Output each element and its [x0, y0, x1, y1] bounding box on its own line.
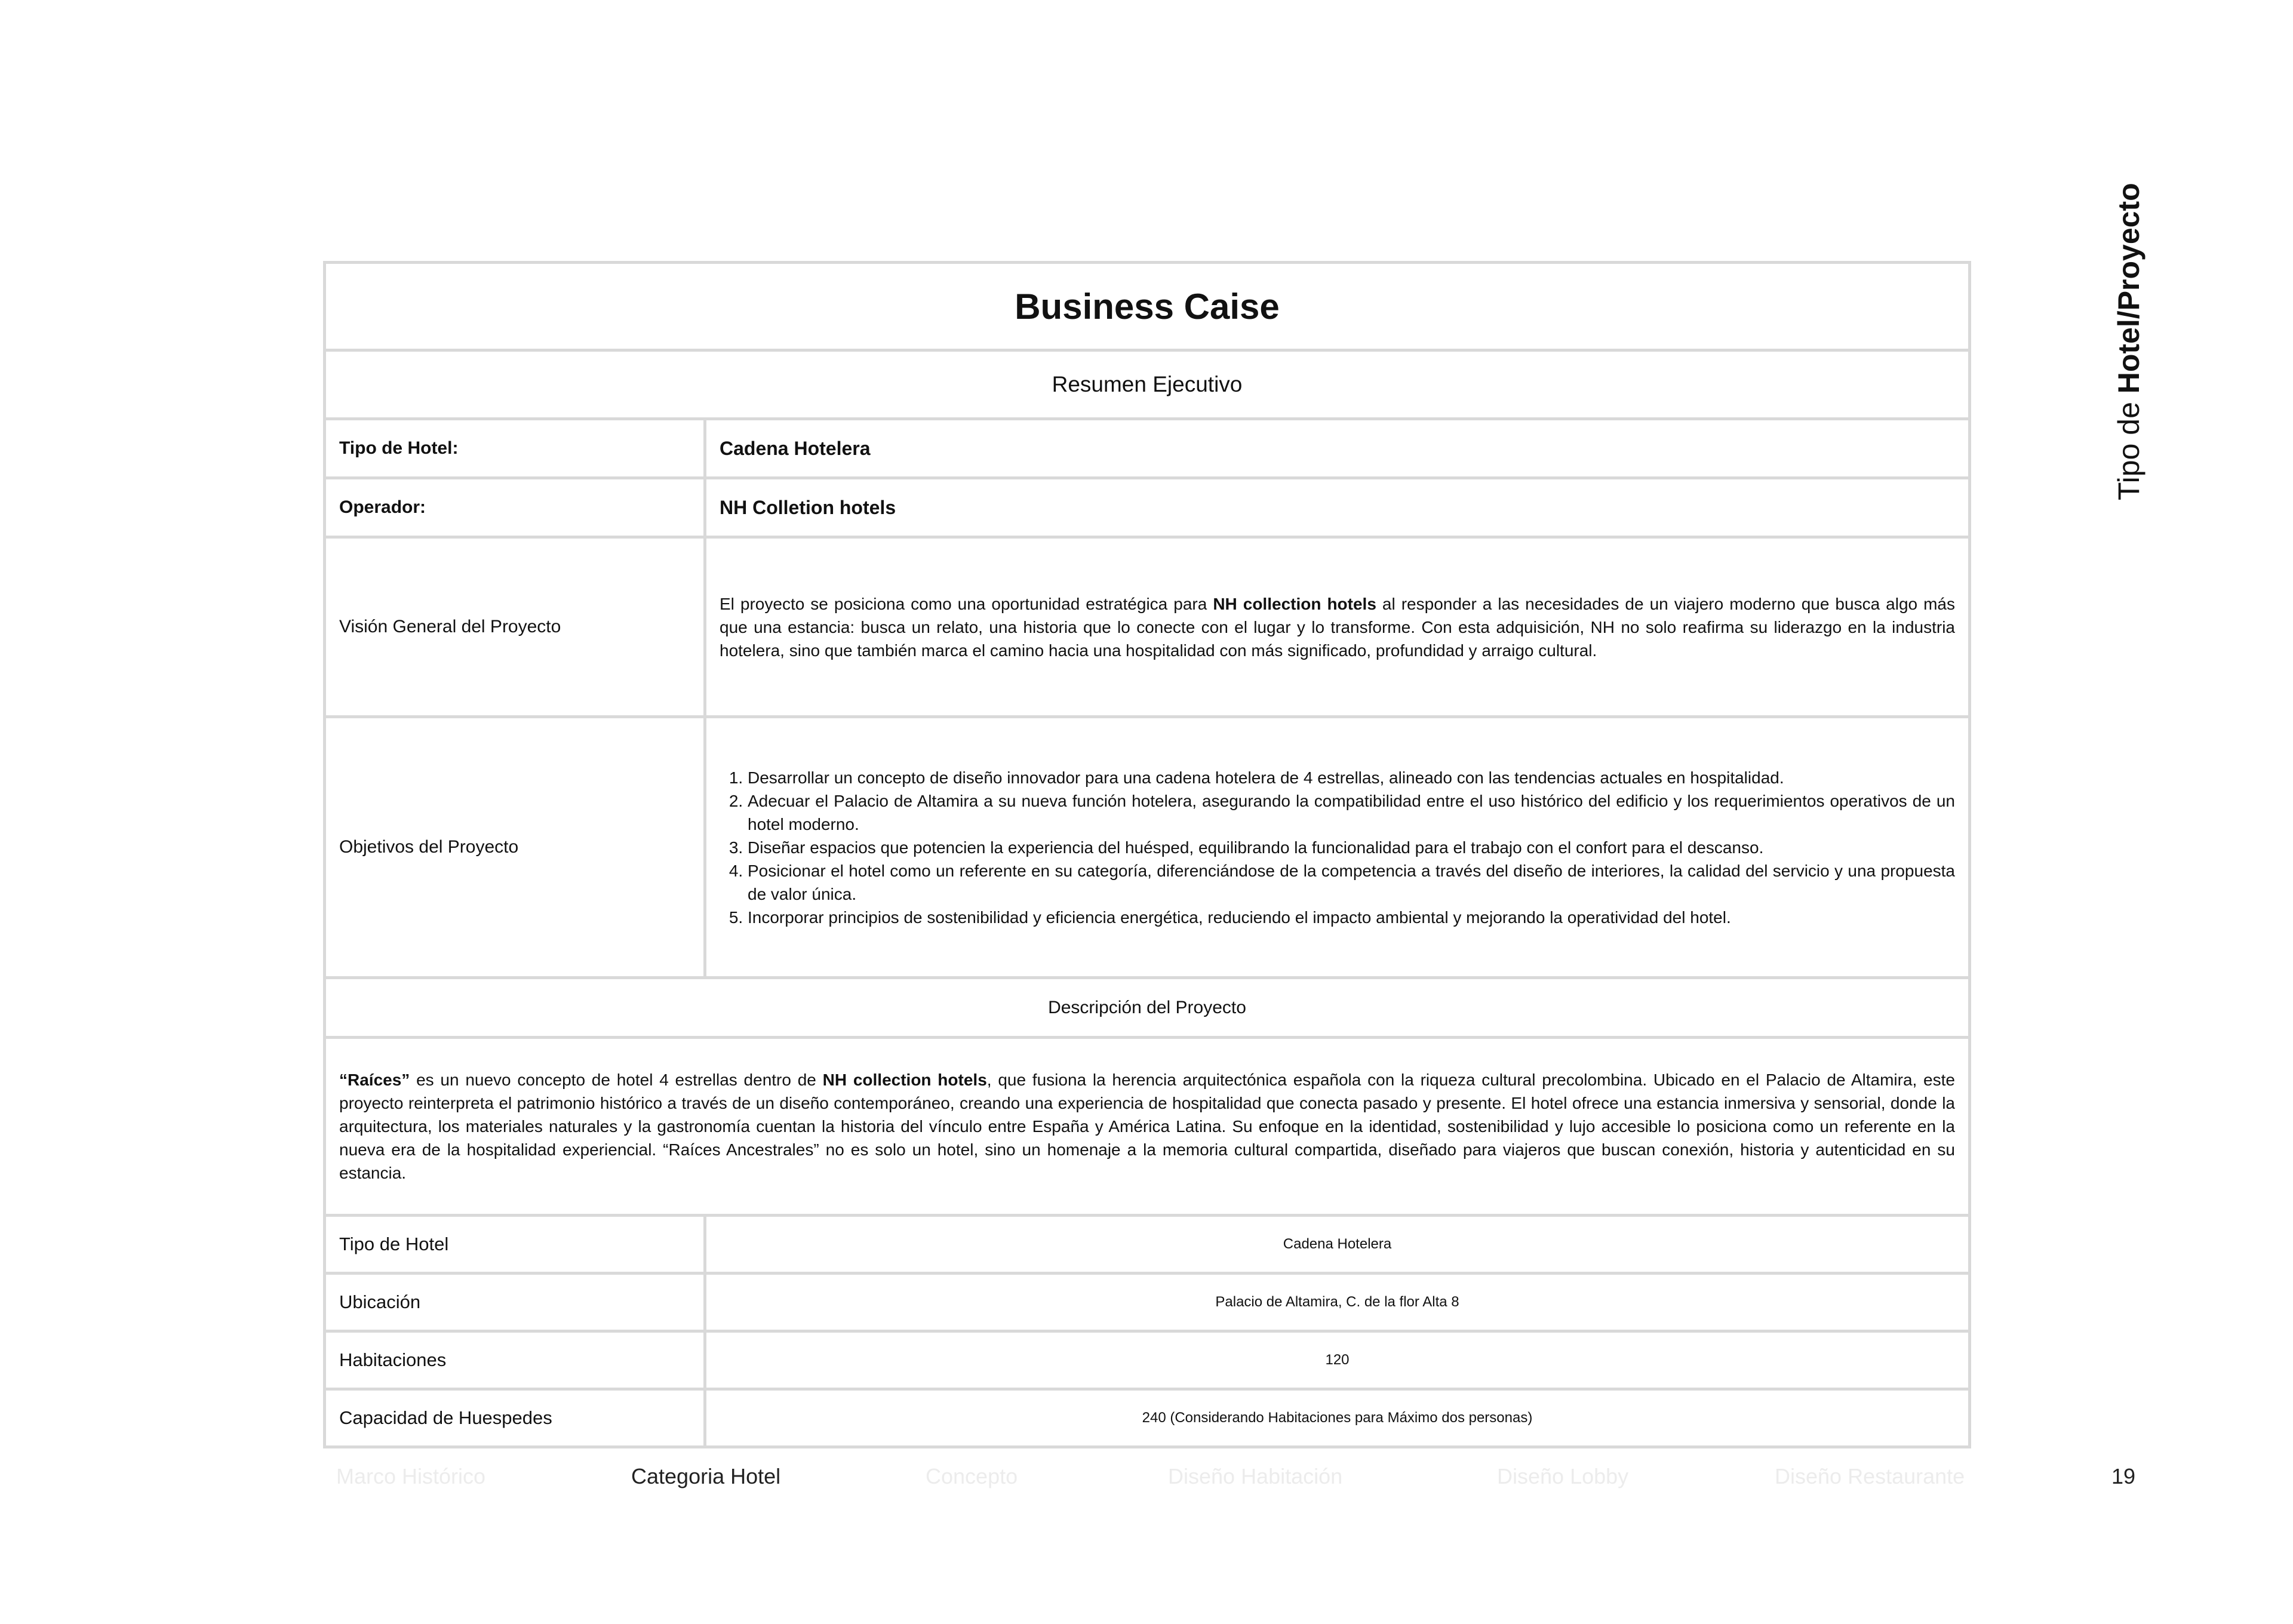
descripcion-text-part2: , que fusiona la herencia arquitectónica española con la riqueza cultural precolombina. Ubicado en el Palacio de Altamira, este proyecto reinterpreta el patrimonio histórico a través de un diseño contemporáneo, creando una experiencia de hospitalidad que conecta pasado y presente. El hotel ofrece una estancia inmersiva y sensorial, donde la arquitectura, los materiales naturales y la gastronomía cuentan la historia del vínculo entre España y América Latina. Su enfoque en la identidad, sostenibilidad y lujo accesible lo posiciona como un referente en la nueva era de la hospitalidad experiencial. “Raíces Ancestrales” no es solo un hotel, sino un homenaje a la memoria cultural compartida, diseñado para viajeros que buscan conexión, historia y autenticidad en su estancia.: [339, 1071, 1955, 1182]
detail-value-habitaciones: 120: [705, 1331, 1970, 1389]
list-item: 2. Adecuar el Palacio de Altamira a su nueva función hotelera, asegurando la compatibilidad entre el uso histórico del edificio y los requerimientos operativos de un hotel moderno.: [748, 789, 1955, 836]
nav-concepto[interactable]: Concepto: [926, 1464, 1018, 1488]
vision-text: [705, 537, 1970, 717]
detail-label-tipo: Tipo de Hotel: [325, 1216, 705, 1274]
vision-brand: NH collection hotels: [1213, 594, 1376, 613]
page-number: 19: [2111, 1464, 2136, 1488]
nav-marco-historico[interactable]: Marco Histórico: [336, 1464, 486, 1488]
nav-diseno-restaurante[interactable]: Diseño Restaurante: [1775, 1464, 1965, 1488]
table-title: Business Caise: [325, 263, 1970, 350]
business-case-table: [323, 261, 1971, 1448]
objetivos-list: [720, 766, 1955, 929]
table-row: [325, 1274, 1970, 1331]
detail-value-ubicacion: Palacio de Altamira, C. de la flor Alta 8: [705, 1274, 1970, 1331]
list-item: 3. Diseñar espacios que potencien la experiencia del huésped, equilibrando la funcionalidad para el trabajo con el confort para el descanso.: [748, 836, 1955, 859]
objetivos-label: Objetivos del Proyecto: [325, 717, 705, 978]
descripcion-text: [325, 1038, 1970, 1216]
nav-categoria-hotel[interactable]: Categoria Hotel: [631, 1464, 781, 1488]
detail-label-habitaciones: Habitaciones: [325, 1331, 705, 1389]
operador-value: NH Colletion hotels: [705, 478, 1970, 537]
descripcion-header: Descripción del Proyecto: [325, 978, 1970, 1038]
table-row: [325, 537, 1970, 717]
descripcion-text-part1: es un nuevo concepto de hotel 4 estrellas dentro de: [410, 1071, 823, 1089]
descripcion-name: “Raíces”: [339, 1071, 410, 1089]
detail-label-capacidad: Capacidad de Huespedes: [325, 1389, 705, 1447]
side-section-title: [2108, 130, 2150, 500]
nav-diseno-lobby[interactable]: Diseño Lobby: [1497, 1464, 1629, 1488]
vision-text-end: al responder a las necesidades de un viajero moderno que busca algo más que una estancia: busca un relato, una historia que lo conecte con el lugar y lo transforme. Con esta adquisición, NH no solo reafirma su liderazgo en la industria hotelera, sino que también marca el camino hacia una hospitalidad con más significado, profundidad y arraigo cultural.: [720, 594, 1955, 660]
vision-label: Visión General del Proyecto: [325, 537, 705, 717]
table-row: [325, 1389, 1970, 1447]
table-row: [325, 1216, 1970, 1274]
vision-text-start: El proyecto se posiciona como una oportunidad estratégica para: [720, 594, 1213, 613]
table-row: [325, 478, 1970, 537]
detail-label-ubicacion: Ubicación: [325, 1274, 705, 1331]
objetivos-cell: [705, 717, 1970, 978]
table-row: [325, 1331, 1970, 1389]
side-title-bold: Hotel/Proyecto: [2112, 183, 2146, 394]
list-item: 5. Incorporar principios de sostenibilidad y eficiencia energética, reduciendo el impacto ambiental y mejorando la operatividad del hotel.: [748, 906, 1955, 929]
detail-value-tipo: Cadena Hotelera: [705, 1216, 1970, 1274]
nav-diseno-habitacion[interactable]: Diseño Habitación: [1168, 1464, 1343, 1488]
list-item: 1. Desarrollar un concepto de diseño innovador para una cadena hotelera de 4 estrellas, alineado con las tendencias actuales en hospitalidad.: [748, 766, 1955, 789]
tipo-hotel-value: Cadena Hotelera: [705, 419, 1970, 478]
side-title-prefix: Tipo de: [2112, 393, 2146, 500]
descripcion-brand: NH collection hotels: [822, 1071, 987, 1089]
operador-label: Operador:: [325, 478, 705, 537]
tipo-hotel-label: Tipo de Hotel:: [325, 419, 705, 478]
detail-value-capacidad: 240 (Considerando Habitaciones para Máximo dos personas): [705, 1389, 1970, 1447]
table-row: [325, 419, 1970, 478]
list-item: 4. Posicionar el hotel como un referente en su categoría, diferenciándose de la competencia a través del diseño de interiores, la calidad del servicio y una propuesta de valor única.: [748, 859, 1955, 906]
table-subtitle: Resumen Ejecutivo: [325, 350, 1970, 419]
table-row: [325, 717, 1970, 978]
